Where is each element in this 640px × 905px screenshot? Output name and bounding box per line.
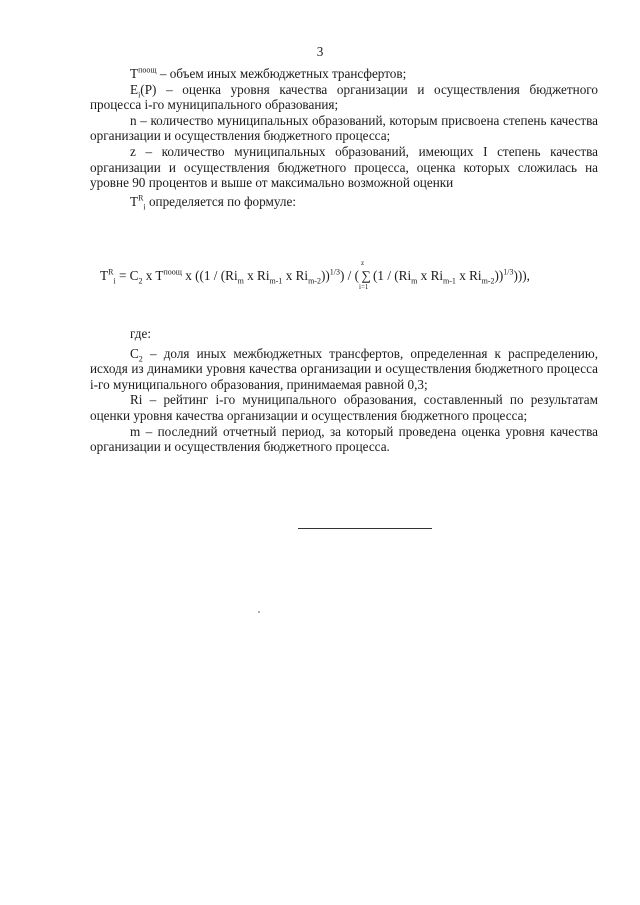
formula	[100, 259, 620, 291]
definition-ri: Ri – рейтинг i-го муниципального образования, составленный по результатам оценки уровня качества организации и осуществления бюджетного процесса;	[90, 392, 598, 423]
formula-text: x T	[142, 268, 164, 283]
symbol-t: T	[130, 66, 139, 81]
formula-text: ))	[494, 268, 504, 283]
formula-text: (1 / (Ri	[373, 268, 412, 283]
formula-text: x Ri	[243, 268, 270, 283]
definition-text: – доля иных межбюджетных трансфертов, определенная к распределению, исходя из динамики уровня качества организации и осуществления бюджетного процесса i-го муниципального образования, принимаемая равной 0,3;	[90, 345, 598, 392]
formula-sub: m	[411, 276, 418, 286]
scan-speck	[258, 611, 260, 613]
formula-sup: 1/3	[329, 267, 340, 277]
sum-symbol	[359, 259, 373, 291]
formula-sub: m-2	[481, 276, 495, 286]
where-block	[90, 326, 598, 455]
where-label: где:	[130, 326, 151, 341]
formula-sub: m-1	[443, 276, 456, 286]
definition-c2	[90, 346, 598, 393]
formula-sup: 1/3	[503, 267, 514, 277]
definition-text: определяется по формуле:	[145, 193, 297, 209]
formula-text: x Ri	[455, 268, 482, 283]
formula-sub: m	[237, 276, 244, 286]
formula-text: x Ri	[282, 268, 309, 283]
definition-n: n – количество муниципальных образований, которым присвоена степень качества организации и осуществления бюджетного процесса;	[90, 112, 598, 144]
formula-text: x Ri	[417, 268, 444, 283]
page-number: 3	[316, 44, 324, 59]
superscript-pooshch: поощ	[138, 65, 157, 75]
formula-sub: i	[113, 276, 116, 286]
subscript-2: 2	[138, 354, 143, 364]
sum-lower-limit: i=1	[359, 283, 369, 291]
formula-sup: R	[108, 267, 114, 277]
formula-sub: m-1	[269, 276, 283, 286]
definition-t-r-i	[90, 194, 598, 210]
subscript-i: i	[143, 202, 146, 212]
definition-text: – объем иных межбюджетных трансфертов;	[156, 66, 407, 81]
definition-z: z – количество муниципальных образований, имеющих I степень качества организации и осуществления бюджетного процесса, оценка которых сложилась на уровне 90 процентов и выше от максимально возможной оценки	[90, 143, 598, 191]
formula-text: T	[100, 268, 109, 283]
sum-upper-limit: z	[361, 259, 365, 267]
formula-sub: 2	[138, 276, 143, 286]
formula-text: ))	[320, 268, 330, 283]
definition-e-i	[90, 82, 598, 113]
superscript-r: R	[138, 193, 144, 203]
formula-sub: m-2	[308, 276, 321, 286]
formula-text: ) / (	[339, 268, 360, 283]
definition-t-pooshch	[90, 66, 598, 82]
subscript-i: i	[138, 90, 141, 100]
definition-text: (P) – оценка уровня качества организации и осуществления бюджетного процесса i-го муниципального образования;	[90, 81, 598, 113]
separator-line	[298, 528, 432, 529]
formula-sup: поощ	[163, 267, 182, 277]
formula-text: ))),	[513, 268, 530, 283]
formula-text: = C	[115, 268, 139, 283]
symbol-t: T	[130, 193, 139, 209]
symbol-c: C	[130, 345, 139, 361]
definition-m: m – последний отчетный период, за который проведена оценка уровня качества организации и осуществления бюджетного процесса.	[90, 423, 598, 455]
formula-text: x ((1 / (Ri	[181, 268, 238, 283]
symbol-e: E	[130, 81, 139, 97]
definitions-block	[90, 65, 598, 212]
sigma-icon: ∑	[361, 268, 371, 283]
